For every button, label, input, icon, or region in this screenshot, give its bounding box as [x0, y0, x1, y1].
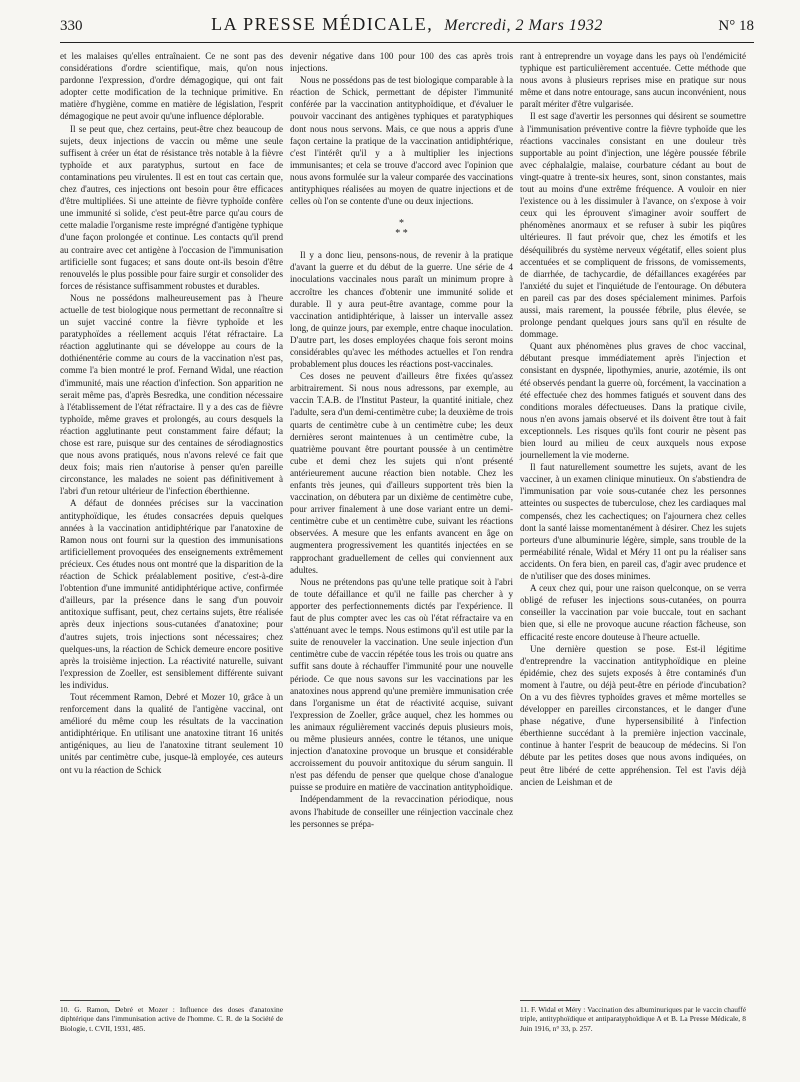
- asterism-top: *: [399, 218, 404, 230]
- column-middle: [290, 50, 513, 830]
- paragraph: Il faut naturellement soumettre les sujets, avant de les vacciner, à un examen clinique minutieux. On s'abstiendra de l'immunisation par voie sous-cutanée chez les personnes atteintes ou suspectes de tuberculose, chez les cardiaques mal compensés, chez les cachectiques; on l'ajournera chez celles dont la santé laisse momentanément à désirer. Chez les sujets porteurs d'une albuminurie légère, simple, sans trouble de la perméabilité rénale, Widal et Méry 11 ont pu la réaliser sans accidents. On fera bien, en pareil cas, d'agir avec prudence et de n'utiliser que des doses minimes.: [520, 462, 746, 582]
- paragraph: A ceux chez qui, pour une raison quelconque, on se verra obligé de refuser les injections sous-cutanées, on pourra conseiller la vaccination par voie buccale, tout en sachant bien que, si elle ne provoque aucune réaction fâcheuse, son efficacité reste encore douteuse à l'heure actuelle.: [520, 583, 746, 642]
- journal-name: LA PRESSE MÉDICALE,: [211, 14, 434, 34]
- paragraph: Il est sage d'avertir les personnes qui désirent se soumettre à l'immunisation préventive contre la fièvre typhoïde que les réactions vaccinales consistant en une douleur très supportable au point d'injection, une légère poussée fébrile avec céphalalgie, malaise, courbature cédant au bout de vingt-quatre à trente-six heures, sont, sinon constantes, mais tout au moins d'une extrême fréquence. A vouloir en nier l'existence ou à les dissimuler à l'avance, on s'expose à voir ceux qui les éprouvent s'imaginer avoir souffert de phénomènes anormaux et se refuser à subir les piqûres ultérieures. Il faut prévoir que, chez les émotifs et les déséquilibrés du système nerveux végétatif, elles soient plus accentuées et se compliquent de frissons, de vomissements, de diarrhée, de tachycardie, de défaillances exagérées par l'anxiété du sujet et l'inquiétude de l'entourage. On débutera en pareil cas par des doses spécialement minimes. Parfois aussi, mais rarement, la poussée fébrile, plus élevée, se prolonge pendant quelques jours sans qu'il en résulte de dommage.: [520, 111, 746, 340]
- column-left: [60, 50, 283, 776]
- asterism-bottom: * *: [395, 228, 408, 240]
- footnote-10: [60, 1000, 283, 1033]
- paragraph: Nous ne possédons pas de test biologique comparable à la réaction de Schick, permettant de dépister l'immunité conférée par la vaccination antityphoïdique, et d'évaluer le pouvoir vaccinant des antigènes typhiques et paratyphiques dont nous nous servons. Mais, ce que nous a appris d'une façon certaine la pratique de la vaccination antidiphtérique, c'est l'intérêt qu'il y a à multiplier les injections immunisantes; et cela se trouve d'accord avec l'opinion que nous avons formulée sur la valeur comparée des vaccinations antityphiques réalisées au moyen de quatre injections et de celles où l'on se contente d'une ou deux injections.: [290, 75, 513, 207]
- paragraph: Tout récemment Ramon, Debré et Mozer 10, grâce à un renforcement dans la qualité de l'antigène vaccinal, ont amélioré du même coup les résultats de la vaccination antidiphtérique. En utilisant une anatoxine titrant 16 unités antigéniques, au lieu de l'anatoxine titrant seulement 10 unités par centimètre cube, jusque-là employée, ces auteurs ont vu la réaction de Schick: [60, 691, 283, 775]
- footnote-11: [520, 1000, 746, 1033]
- issue-date: Mercredi, 2 Mars 1932: [444, 17, 603, 34]
- journal-title: [120, 14, 694, 35]
- column-right: [520, 50, 746, 788]
- section-separator: [290, 219, 513, 239]
- header-rule: [60, 42, 754, 43]
- paragraph: Il y a donc lieu, pensons-nous, de revenir à la pratique d'avant la guerre et du début de la guerre. Une série de 4 inoculations vaccinales nous paraît un minimum propre à accroître les chances d'obtenir une immunité solide et durable. Il y aura peut-être avantage, comme pour la vaccination antidiphtérique, à laisser un intervalle assez long, de quinze jours, par exemple, entre chaque inoculation. D'autre part, les doses employées chaque fois seront moins considérables qu'avec les méthodes actuelles et l'on rendra probablement plus douces les réactions post-vaccinales.: [290, 250, 513, 370]
- paragraph: Il se peut que, chez certains, peut-être chez beaucoup de sujets, deux injections de vaccin ou même une seule suffisent à créer un état de résistance très notable à la fièvre typhoïde et aux paratyphus, surtout en face de contaminations peu virulentes. Il est en tout cas certain que, chez d'autres, ces injections ont besoin pour être efficaces d'être multipliées. Si une atteinte de fièvre typhoïde confère une immunité si solide, c'est peut-être parce qu'au cours de cette maladie l'organisme reste imprégné d'antigène typhique d'une façon prolongée et continue. Les contacts qu'il prend au contraire avec cet antigène à l'occasion de l'immunisation artificielle sont fugaces; et sans doute ont-ils besoin d'être renouvelés le plus possible pour faire surgir et consolider des forces de résistance suffisamment robustes et durables.: [60, 123, 283, 291]
- paragraph: Nous ne possédons malheureusement pas à l'heure actuelle de test biologique nous permettant de reconnaître si un sujet vacciné contre la fièvre typhoïde et les paratyphoïdes a réellement acquis l'état réfractaire. La réaction agglutinante qui se développe au cours de la dothiénentérie comme au cours de la vaccination n'est pas, comme l'a bien montré le prof. Fernand Widal, une réaction d'immunité, mais une réaction d'infection. Son apparition ne serait même pas, d'après Besredka, une condition nécessaire à l'établissement de l'état réfractaire. Il y a des cas de fièvre typhoïde, même graves et prolongés, au cours desquels la réaction agglutinante peut constamment faire défaut; la chose est rare, puisque sur des centaines de sérodiagnostics que nous avons pratiqués, nous n'avons relevé ce fait que deux fois; mais rien n'autorise à penser qu'en pareille circonstance, les malades ne soient pas définitivement à l'abri d'un retour ultérieur de l'infection éberthienne.: [60, 292, 283, 497]
- page-header: [60, 14, 754, 38]
- page-number: 330: [60, 18, 83, 34]
- paragraph: et les malaises qu'elles entraînaient. Ce ne sont pas des considérations d'ordre scientifique, mais, qu'on nous pardonne l'expression, d'ordre démagogique, qui ont fait adopter cette modification de la technique primitive. En matière d'hygiène, comme en matière de législation, l'esprit démagogique ne peut avoir qu'une influence déplorable.: [60, 51, 283, 122]
- paragraph: A défaut de données précises sur la vaccination antityphoïdique, les études consacrées depuis quelques années à la vaccination antidiphtérique par l'anatoxine de Ramon nous ont fourni sur la question des immunisations artificiellement provoquées des enseignements extrêmement précieux. Ces études nous ont montré que la disparition de la réaction de Schick préalablement positive, c'est-à-dire l'obtention d'une immunité antidiphtérique active, confirmée d'ailleurs, par la présence dans le sang d'un pouvoir antitoxique suffisant, peut, chez certains sujets, être réalisée après deux injections sous-cutanées d'anatoxine; pour d'autres sujets, trois injections sont nécessaires; chez quelques-uns, la réaction de Schick demeure encore positive après la troisième injection. La réactivité naturelle, suivant l'expression de Zoeller, est sensiblement différente suivant les individus.: [60, 498, 283, 690]
- paragraph: Nous ne prétendons pas qu'une telle pratique soit à l'abri de toute défaillance et qu'il ne faille pas chercher à y apporter des perfectionnements dictés par l'expérience. Il faut de plus compter avec les cas où l'état réfractaire va en s'atténuant avec le temps. Nous estimons qu'il est utile par la suite de renouveler la vaccination. Une seule injection d'un centimètre cube de vaccin répétée tous les trois ou quatre ans suffit sans doute à réchauffer l'immunité pour une nouvelle période. Ce que nous savons sur les vaccinations par les anatoxines nous apprend qu'une première immunisation crée dans l'organisme un état de réactivité acquise, suivant l'expression de Zoeller, grâce auquel, chez les hommes ou les animaux régulièrement vaccinés depuis plusieurs mois, ou même plusieurs années, contre le tétanos, une unique injection d'anatoxine provoque un brusque et considérable accroissement du pouvoir antitoxique du sérum sanguin. Il n'est pas défendu de penser que quelque chose d'analogue puisse se produire en matière de vaccination antityphoïdique.: [290, 576, 513, 793]
- footnote-text: 10. G. Ramon, Debré et Mozer : Influence des doses d'anatoxine diphtérique dans l'immunisation active de l'homme. C. R. de la Société de Biologie, t. CVII, 1931, 485.: [60, 1005, 283, 1033]
- paragraph: Quant aux phénomènes plus graves de choc vaccinal, débutant presque immédiatement après l'injection et consistant en dyspnée, lipothymies, anurie, azotémie, ils ont été observés pendant la guerre où, forcément, la vaccination a été effectuée chez des hommes fatigués et souvent dans des conditions morales défectueuses. Dans la pratique civile, nous n'en avons jamais observé et ils doivent être tout à fait exceptionnels. Les risques qu'ils font courir ne pèsent pas bien lourd au milieu de ceux auxquels nous expose journellement la vie moderne.: [520, 341, 746, 461]
- issue-number: N° 18: [718, 18, 754, 34]
- footnote-rule: [520, 1000, 580, 1001]
- paragraph: rant à entreprendre un voyage dans les pays où l'endémicité typhique est particulièrement accentuée. Cette méthode que nous avons à plusieurs reprises mise en pratique sur nous même et dans notre entourage, sans aucun inconvénient, nous paraît mériter d'être vulgarisée.: [520, 51, 746, 110]
- paragraph: Une dernière question se pose. Est-il légitime d'entreprendre la vaccination antityphoïdique en pleine épidémie, chez des sujets exposés à être contaminés d'un moment à l'autre, ou déjà peut-être en période d'incubation? On a vu des fièvres typhoïdes graves et même mortelles se développer en pareilles circonstances, et le danger d'une phase négative, d'une hypersensibilité à l'infection éberthienne succédant à la première injection vaccinale, continue à hanter l'esprit de beaucoup de médecins. Si l'on débute par les petites doses que nous avons indiquées, on peut être libéré de cette appréhension. Tel est l'avis déjà ancien de Leishman et de: [520, 643, 746, 787]
- paragraph: devenir négative dans 100 pour 100 des cas après trois injections.: [290, 51, 513, 74]
- footnote-text: 11. F. Widal et Méry : Vaccination des albuminuriques par le vaccin chauffé triple, antityphoïdique et antiparatyphoïdique A et B. La Presse Médicale, 8 Juin 1916, n° 33, p. 257.: [520, 1005, 746, 1033]
- footnote-rule: [60, 1000, 120, 1001]
- paragraph: Ces doses ne peuvent d'ailleurs être fixées qu'assez arbitrairement. Si nous nous adressons, par exemple, au vaccin T.A.B. de l'Institut Pasteur, la quantité initiale, chez l'adulte, sera d'un demi-centimètre cube; la deuxième de trois quarts de centimètre cube à un centimètre cube; les deux dernières seront maintenues à un centimètre cube, la quatrième pouvant être pourtant poussée à un centimètre cube et demi chez les sujets qui n'ont présenté antérieurement aucune réaction bien notable. Chez les enfants très jeunes, qui d'ailleurs supportent très bien la vaccination, on débutera par un dixième de centimètre cube, pour arriver finalement à une dose variant entre un demi-centimètre cube et un centimètre cube, suivant les réactions observées. A mesure que les enfants avancent en âge on augmentera progressivement les quantités injectées en se rapprochant graduellement de celles qui conviennent aux adultes.: [290, 371, 513, 575]
- paragraph: Indépendamment de la revaccination périodique, nous avons l'habitude de conseiller une réinjection vaccinale chez les personnes se prépa-: [290, 794, 513, 829]
